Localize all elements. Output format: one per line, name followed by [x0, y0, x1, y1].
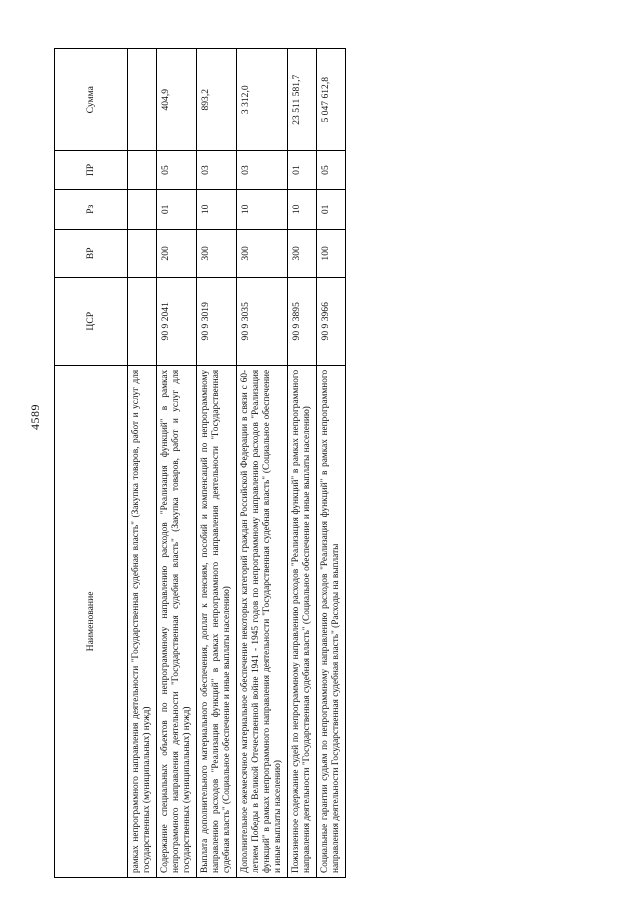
- cell-rz: 10: [236, 189, 287, 229]
- cell-csr: 90 9 2041: [156, 277, 196, 365]
- table-row: [287, 49, 316, 878]
- column-header-csr: ЦСР: [55, 277, 128, 365]
- cell-pr: 05: [316, 151, 345, 189]
- column-header-vr: ВР: [55, 230, 128, 278]
- cell-pr: 05: [156, 151, 196, 189]
- column-header-pr: ПР: [55, 151, 128, 189]
- cell-summa: 3 312,0: [236, 49, 287, 151]
- cell-pr: [128, 151, 157, 189]
- cell-csr: 90 9 3019: [196, 277, 236, 365]
- cell-name: Выплата дополнительного материального обеспечения, доплат к пенсиям, пособий и компенсаций по непрограммному направлению расходов "Реализация функций" в рамках непрограммного направления деятельности "Государственная судебная власть" (Социальное обеспечение и иные выплаты населению): [196, 365, 236, 877]
- cell-rz: 01: [156, 189, 196, 229]
- column-header-summa: Сумма: [55, 49, 128, 151]
- table-body: [128, 49, 346, 878]
- cell-name: Пожизненное содержание судей по непрограммному направлению расходов "Реализация функций" в рамках непрограммного направления деятельности "Государственная судебная власть" (Социальное обеспечение и иные выплаты населению): [287, 365, 316, 877]
- budget-table: [54, 48, 346, 878]
- table-row: [196, 49, 236, 878]
- cell-name: рамках непрограммного направления деятельности "Государственная судебная власть" (Закупка товаров, работ и услуг для государственных (муниципальных) нужд): [128, 365, 157, 877]
- table-header-row: [55, 49, 128, 878]
- cell-vr: 300: [236, 230, 287, 278]
- cell-rz: [128, 189, 157, 229]
- cell-summa: 23 511 581,7: [287, 49, 316, 151]
- cell-pr: 03: [196, 151, 236, 189]
- table-row: [156, 49, 196, 878]
- cell-summa: 5 047 612,8: [316, 49, 345, 151]
- table-row: [236, 49, 287, 878]
- cell-name: Дополнительное ежемесячное материальное обеспечение некоторых категорий граждан Российской Федерации в связи с 60-летием Победы в Великой Отечественной войне 1941 - 1945 годов по непрограммному направлению расходов "Реализация функций" в рамках непрограммного направления деятельности "Государственная судебная власть" (Социальное обеспечение и иные выплаты населению): [236, 365, 287, 877]
- cell-csr: 90 9 3966: [316, 277, 345, 365]
- cell-pr: 03: [236, 151, 287, 189]
- cell-vr: 200: [156, 230, 196, 278]
- cell-vr: 100: [316, 230, 345, 278]
- cell-rz: 10: [287, 189, 316, 229]
- cell-summa: [128, 49, 157, 151]
- page-number: 4589: [28, 404, 42, 430]
- cell-vr: 300: [287, 230, 316, 278]
- table-row: [128, 49, 157, 878]
- cell-name: Содержание специальных объектов по непрограммному направлению расходов "Реализация функций" в рамках непрограммного направления деятельности "Государственная судебная власть" (Закупка товаров, работ и услуг для государственных (муниципальных) нужд): [156, 365, 196, 877]
- cell-vr: 300: [196, 230, 236, 278]
- cell-pr: 01: [287, 151, 316, 189]
- cell-name: Социальные гарантии судьям по непрограммному направлению расходов "Реализация функций" в рамках непрограммного направления деятельности Государственная судебная власть" (Расходы на выплаты: [316, 365, 345, 877]
- cell-csr: 90 9 3035: [236, 277, 287, 365]
- cell-rz: 01: [316, 189, 345, 229]
- cell-csr: 90 9 3895: [287, 277, 316, 365]
- cell-summa: 893,2: [196, 49, 236, 151]
- column-header-rz: Рз: [55, 189, 128, 229]
- column-header-name: Наименование: [55, 365, 128, 877]
- table-row: [316, 49, 345, 878]
- cell-vr: [128, 230, 157, 278]
- cell-rz: 10: [196, 189, 236, 229]
- cell-csr: [128, 277, 157, 365]
- cell-summa: 404,9: [156, 49, 196, 151]
- rotated-table-area: [54, 48, 574, 878]
